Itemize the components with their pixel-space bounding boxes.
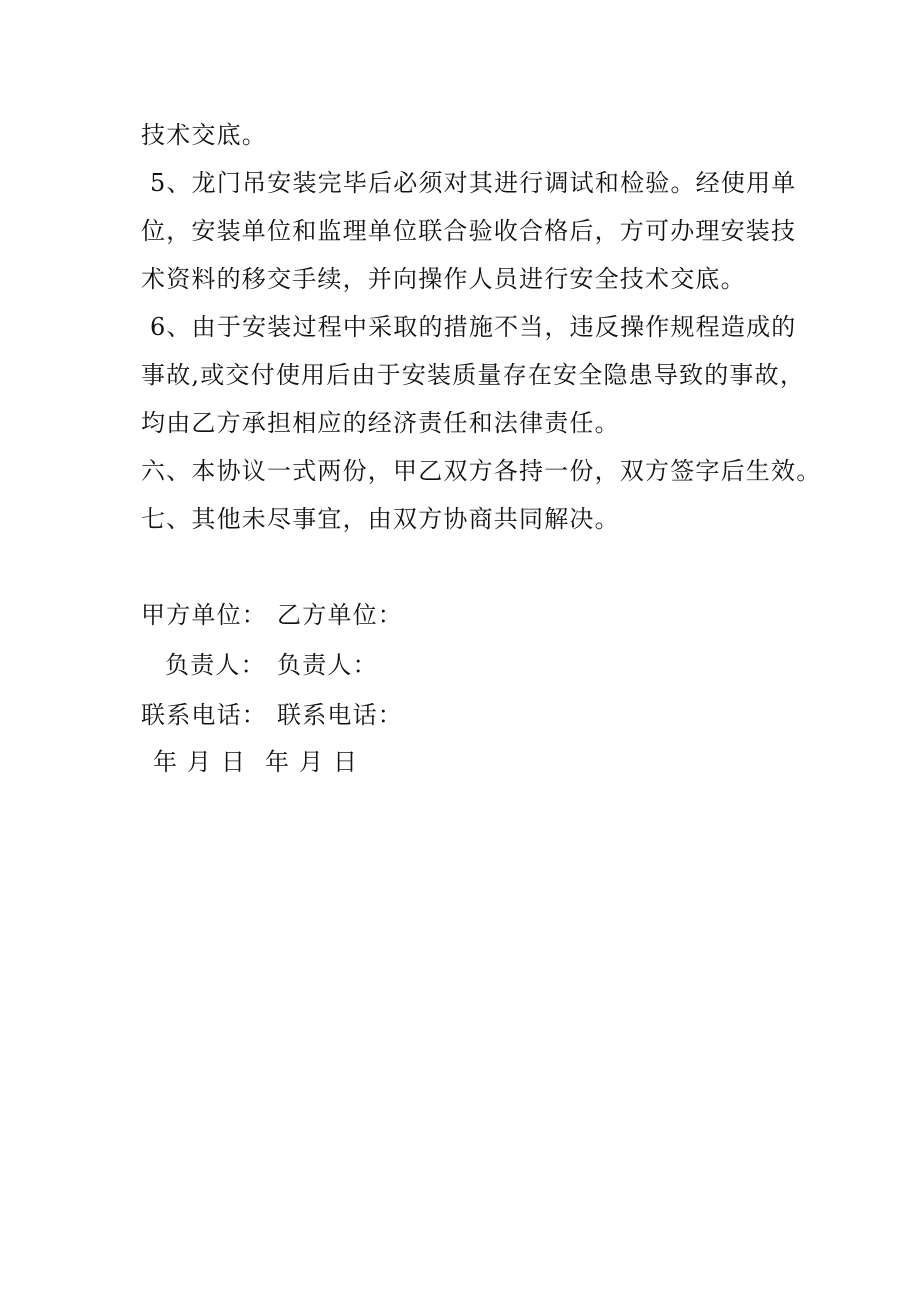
party-b-person-label: 负责人： (277, 651, 378, 679)
party-a-unit-label: 甲方单位： (141, 601, 267, 629)
item-6-line-1: 6、由于安装过程中采取的措施不当，违反操作规程造成的 (150, 313, 797, 341)
item-5-line-2: 位，安装单位和监理单位联合验收合格后，方可办理安装技 (141, 217, 797, 245)
item-5-line-3: 术资料的移交手续，并向操作人员进行安全技术交底。 (141, 265, 746, 293)
party-a-phone-label: 联系电话： (141, 701, 267, 729)
party-a-date: 年 月 日 (153, 748, 247, 776)
party-b-unit-label: 乙方单位： (277, 601, 403, 629)
party-b-date: 年 月 日 (265, 748, 359, 776)
clause-six: 六、本协议一式两份，甲乙双方各持一份，双方签字后生效。 (141, 457, 822, 485)
party-b-phone-label: 联系电话： (277, 701, 403, 729)
item-6-line-2: 事故,或交付使用后由于安装质量存在安全隐患导致的事故， (141, 361, 806, 389)
item-6-line-3: 均由乙方承担相应的经济责任和法律责任。 (141, 409, 620, 437)
item-5-line-1: 5、龙门吊安装完毕后必须对其进行调试和检验。经使用单 (150, 169, 797, 197)
paragraph-tail-line: 技术交底。 (141, 121, 267, 149)
party-a-person-label: 负责人： (165, 651, 266, 679)
clause-seven: 七、其他未尽事宜，由双方协商共同解决。 (141, 505, 620, 533)
